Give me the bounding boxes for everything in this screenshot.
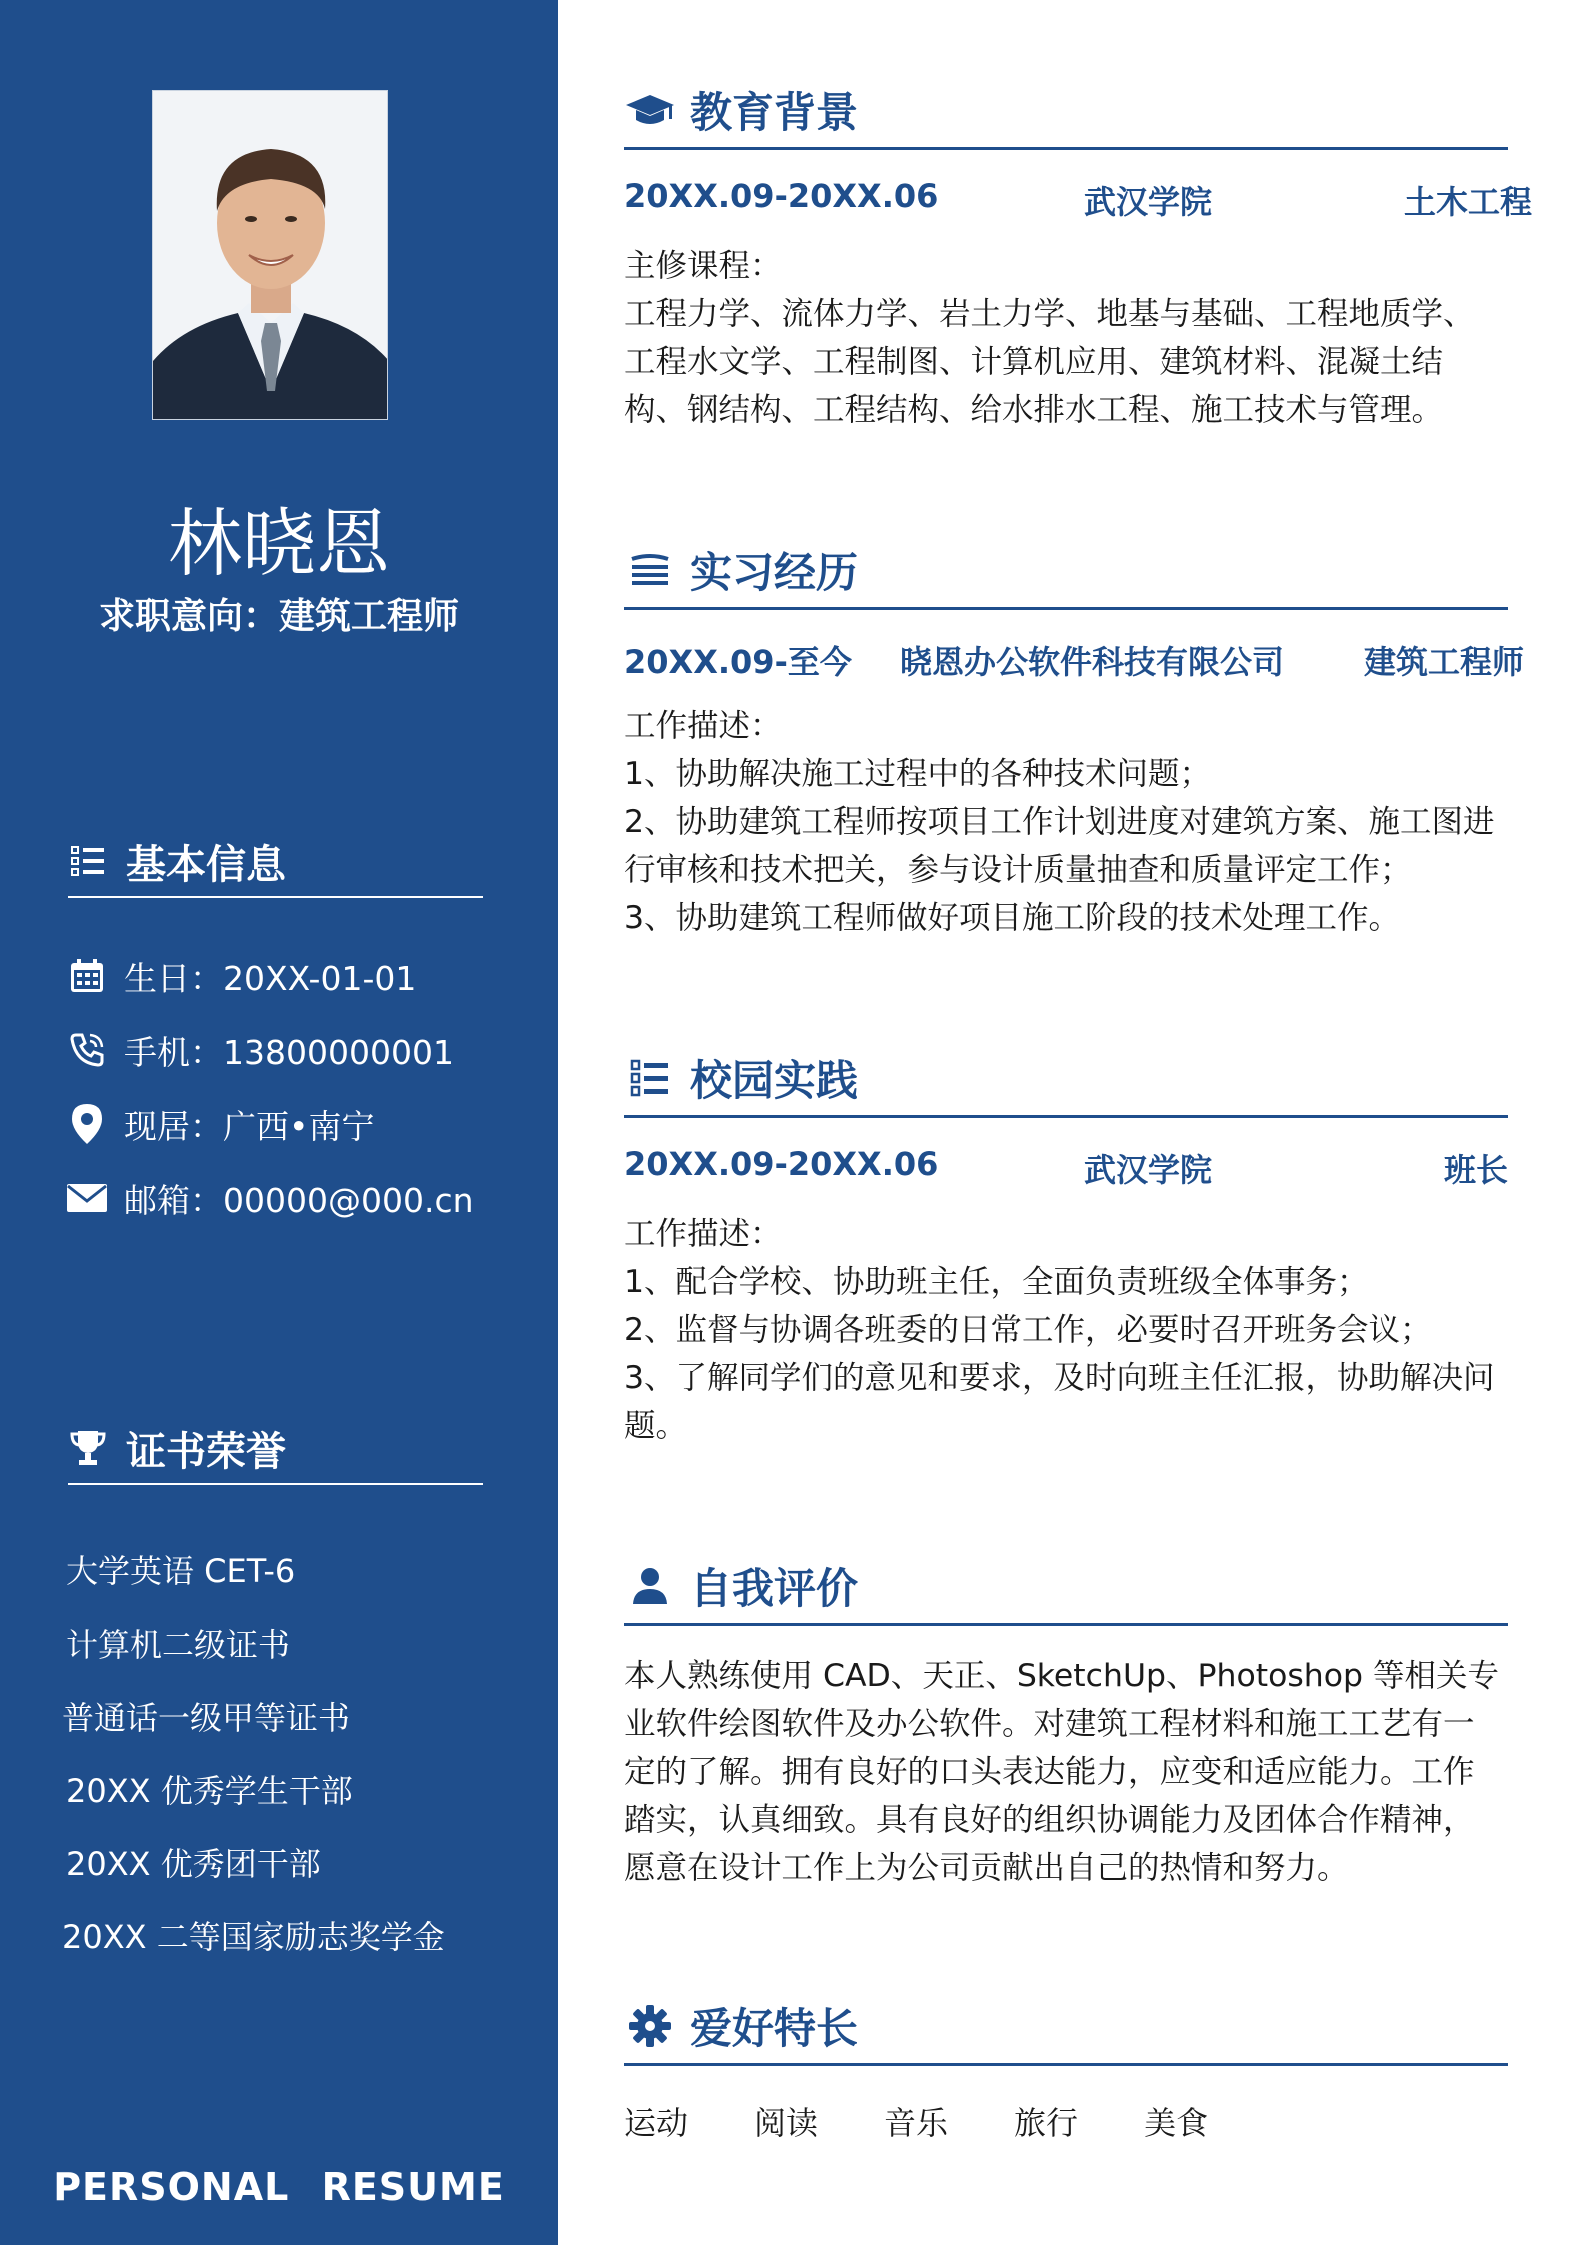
certificates-heading <box>68 1425 483 1485</box>
user-icon <box>624 1564 676 1608</box>
education-school: 武汉学院 <box>1084 183 1213 221</box>
campus-description <box>624 1210 1504 1450</box>
education-heading <box>624 80 1508 150</box>
education-line: 工程力学、流体力学、岩土力学、地基与基础、工程地质学、工程水文学、工程制图、计算机应用、建筑材料、混凝土结构、钢结构、工程结构、给水排水工程、施工技术与管理。 <box>624 296 1475 428</box>
campus-line: 1、配合学校、协助班主任，全面负责班级全体事务； <box>624 1264 1369 1300</box>
campus-date: 20XX.09-20XX.06 <box>624 1145 939 1183</box>
education-title: 教育背景 <box>690 87 859 137</box>
campus-title: 校园实践 <box>690 1055 859 1105</box>
education-line: 主修课程： <box>624 248 782 284</box>
internship-line: 2、协助建筑工程师按项目工作计划进度对建筑方案、施工图进行审核和技术把关，参与设计质量抽查和质量评定工作； <box>624 804 1495 888</box>
list-icon <box>624 1056 676 1100</box>
self-eval-title: 自我评价 <box>690 1563 859 1613</box>
internship-title: 实习经历 <box>690 547 859 597</box>
campus-role: 班长 <box>1444 1151 1509 1189</box>
basic-info-title: 基本信息 <box>126 841 286 888</box>
portrait-image <box>153 91 388 420</box>
self-eval-text: 本人熟练使用 CAD、天正、SketchUp、Photoshop 等相关专业软件绘图软件及办公软件。对建筑工程材料和施工工艺有一定的了解。拥有良好的口头表达能力，应变和适应能力。工作踏实，认真细致。具有良好的组织协调能力及团体合作精神，愿意在设计工作上为公司贡献出自己的热情和努力。 <box>624 1658 1500 1886</box>
info-location <box>66 1102 374 1146</box>
birthday-text: 生日：20XX-01-01 <box>124 958 417 998</box>
certificate-item: 20XX 优秀学生干部 <box>66 1772 353 1810</box>
campus-heading <box>624 1048 1508 1118</box>
job-intent: 求职意向：建筑工程师 <box>98 596 459 637</box>
mail-icon <box>66 1177 108 1219</box>
certificate-item: 20XX 优秀团干部 <box>66 1845 321 1883</box>
phone-text: 手机：13800000001 <box>124 1032 454 1072</box>
info-email <box>66 1176 474 1220</box>
certificate-item: 计算机二级证书 <box>66 1626 291 1664</box>
certificates-title: 证书荣誉 <box>126 1428 286 1475</box>
personal-resume-brand: PERSONAL RESUME <box>53 2165 505 2209</box>
layers-icon <box>624 548 676 592</box>
campus-line: 2、监督与协调各班委的日常工作，必要时召开班务会议； <box>624 1312 1432 1348</box>
internship-description <box>624 702 1504 942</box>
campus-school: 武汉学院 <box>1084 1151 1213 1189</box>
hobbies-title: 爱好特长 <box>690 2003 859 2053</box>
internship-role: 建筑工程师 <box>1364 643 1525 681</box>
hobby-item: 运动 <box>624 2104 689 2142</box>
education-major: 土木工程 <box>1404 183 1533 221</box>
phone-icon <box>66 1029 108 1071</box>
campus-line: 3、了解同学们的意见和要求，及时向班主任汇报，协助解决问题。 <box>624 1360 1495 1444</box>
location-text: 现居：广西•南宁 <box>124 1106 375 1146</box>
location-pin-icon <box>66 1103 108 1145</box>
internship-line: 3、协助建筑工程师做好项目施工阶段的技术处理工作。 <box>624 900 1401 936</box>
basic-info-heading <box>68 838 483 898</box>
trophy-icon <box>68 1428 108 1468</box>
hobby-item: 美食 <box>1144 2104 1209 2142</box>
certificate-item: 大学英语 CET-6 <box>66 1552 296 1590</box>
candidate-name: 林晓恩 <box>168 501 390 587</box>
main-content <box>558 0 1587 2245</box>
certificate-item: 普通话一级甲等证书 <box>62 1699 351 1737</box>
email-text: 邮箱：00000@000.cn <box>124 1180 474 1220</box>
education-date: 20XX.09-20XX.06 <box>624 177 939 215</box>
gear-icon <box>624 2004 676 2048</box>
hobbies-list <box>624 2098 1274 2144</box>
hobbies-heading <box>624 1996 1508 2066</box>
calendar-icon <box>66 955 108 997</box>
campus-meta <box>624 1145 1524 1189</box>
self-eval-heading <box>624 1556 1508 1626</box>
education-meta <box>624 177 1533 221</box>
sidebar <box>0 0 558 2245</box>
internship-company: 晓恩办公软件科技有限公司 <box>900 643 1285 681</box>
list-icon <box>68 841 108 881</box>
certificate-item: 20XX 二等国家励志奖学金 <box>62 1918 445 1956</box>
internship-heading <box>624 540 1508 610</box>
hobby-item: 旅行 <box>1014 2104 1079 2142</box>
education-description <box>624 242 1504 434</box>
graduation-cap-icon <box>624 88 676 132</box>
internship-line: 工作描述： <box>624 708 782 744</box>
info-birthday <box>66 954 416 998</box>
profile-photo <box>152 90 388 420</box>
hobby-item: 音乐 <box>884 2104 949 2142</box>
internship-line: 1、协助解决施工过程中的各种技术问题； <box>624 756 1212 792</box>
hobby-item: 阅读 <box>754 2104 819 2142</box>
campus-line: 工作描述： <box>624 1216 782 1252</box>
info-phone <box>66 1028 454 1072</box>
internship-meta <box>624 637 1524 681</box>
internship-date: 20XX.09-至今 <box>624 643 852 681</box>
